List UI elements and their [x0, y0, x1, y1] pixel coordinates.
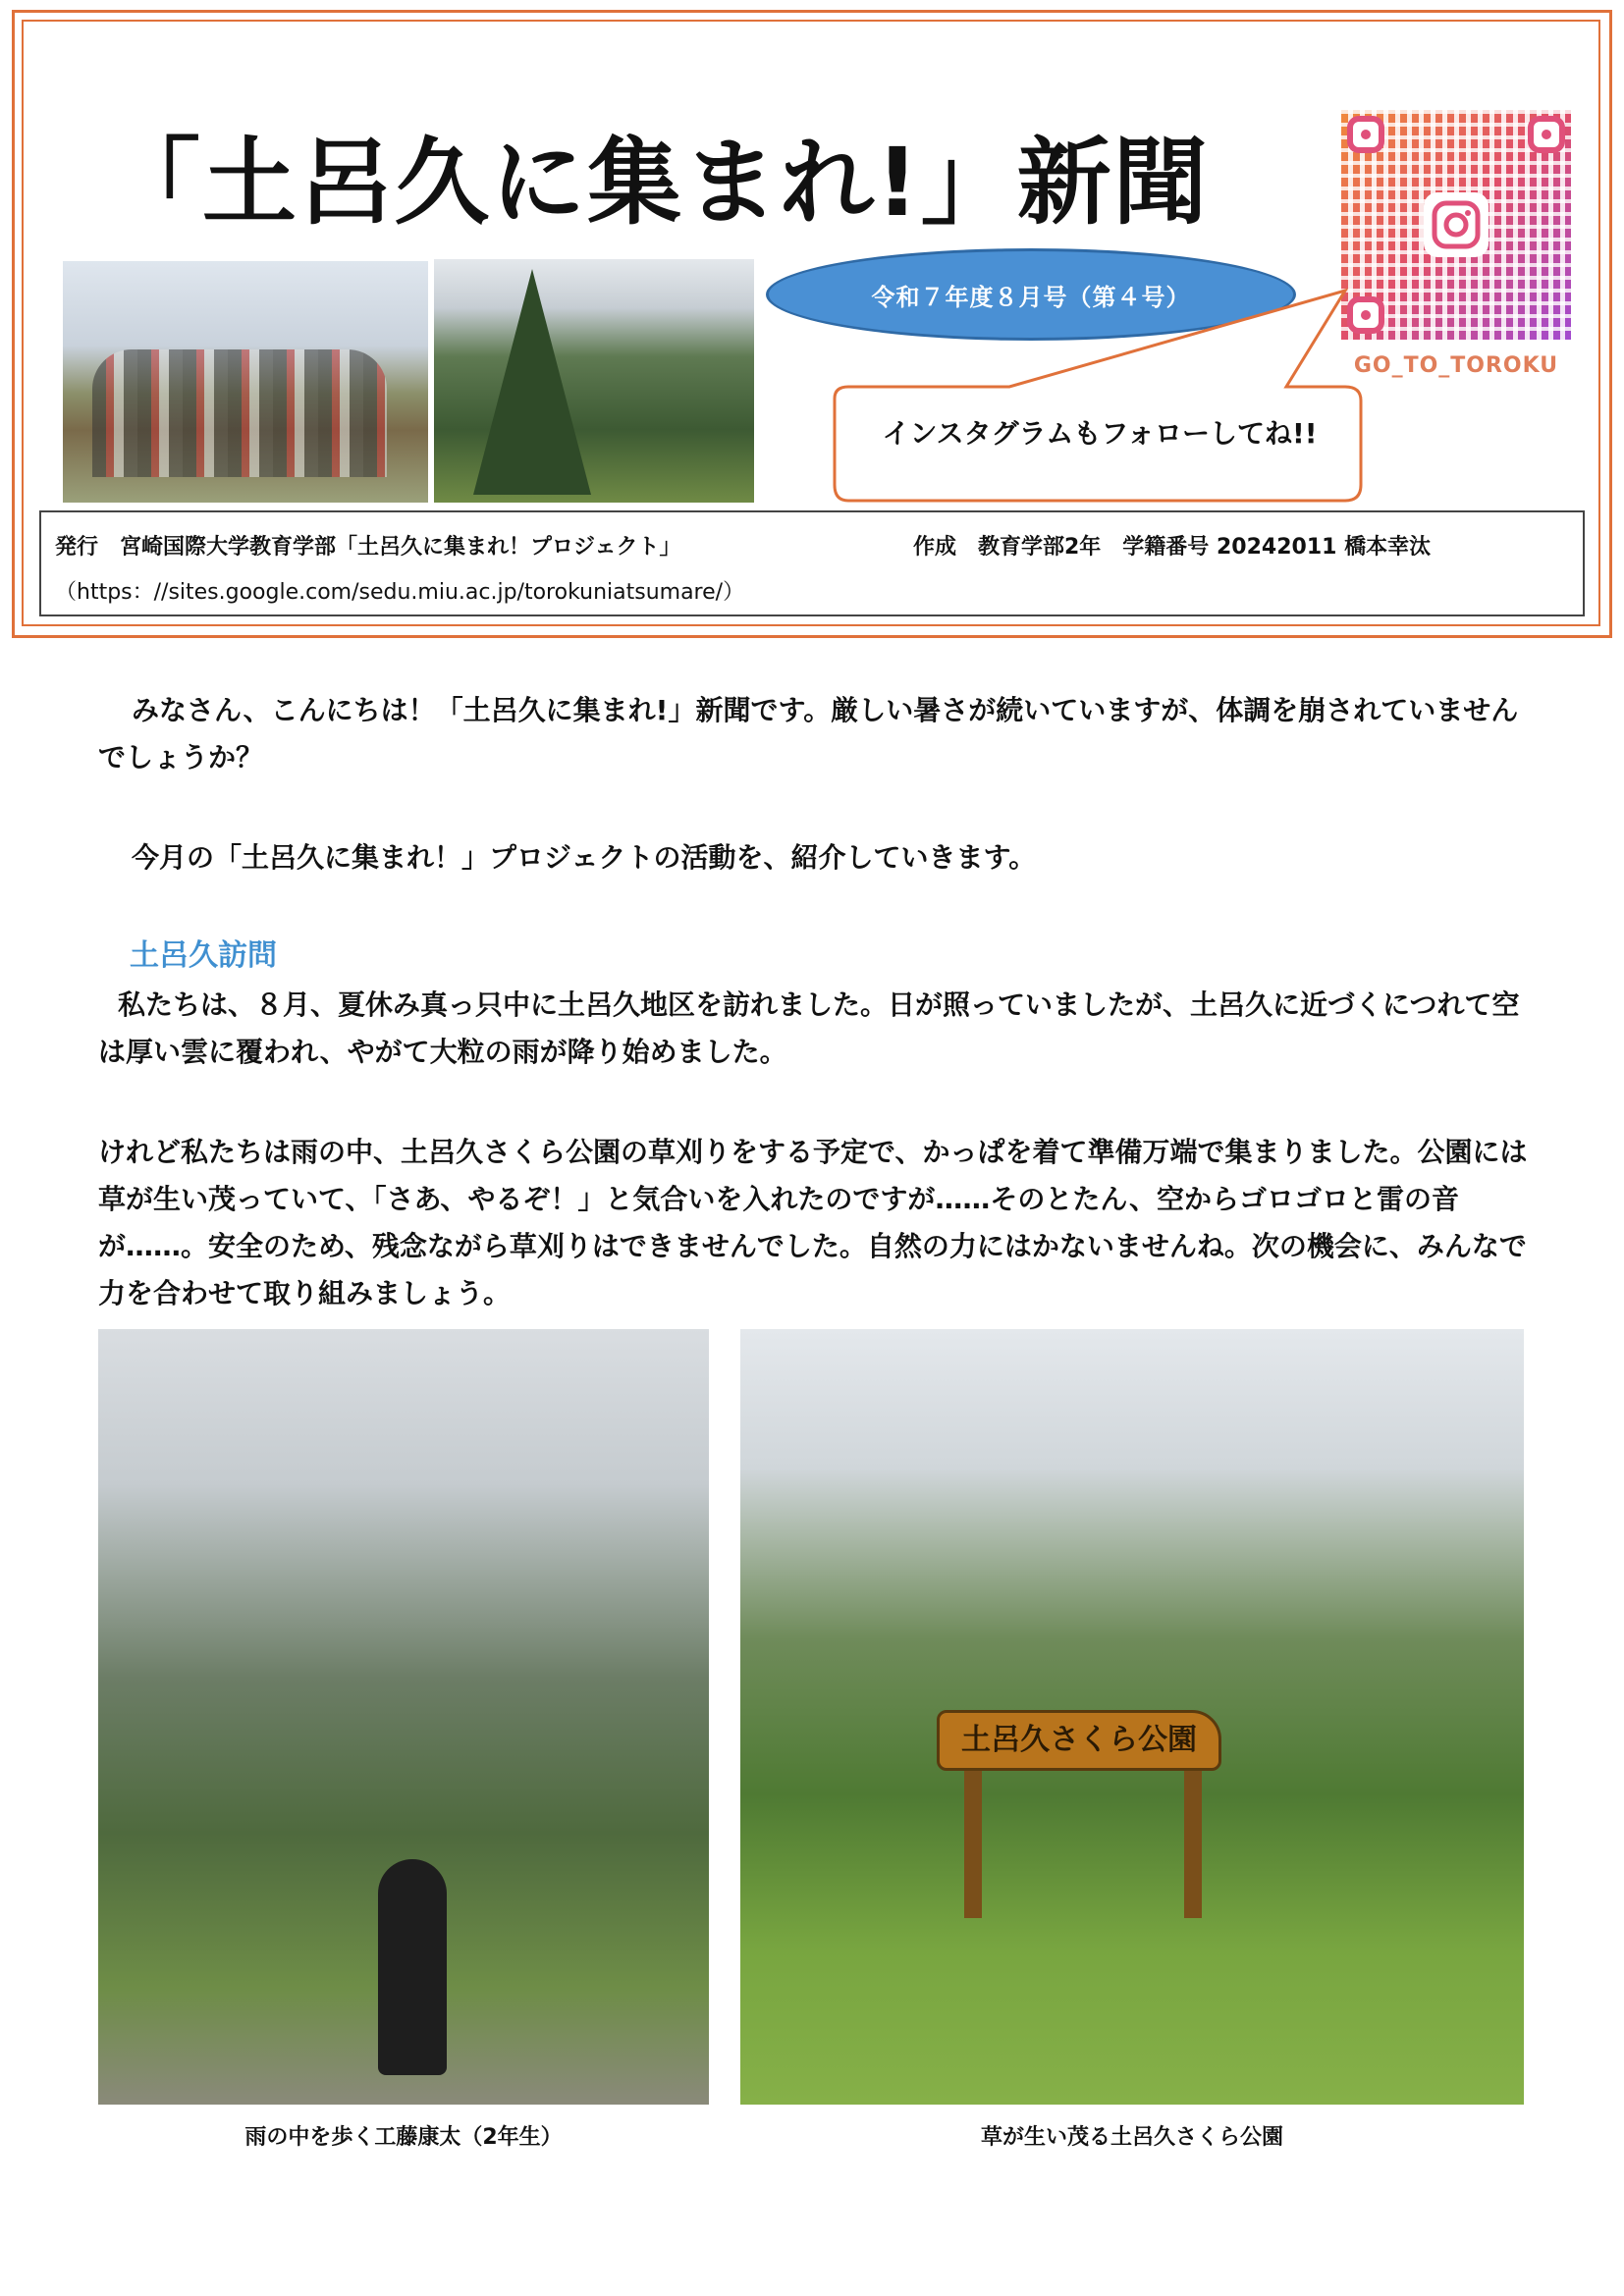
intro-paragraph-2: 今月の「土呂久に集まれ！」プロジェクトの活動を、紹介していきます。 [132, 841, 1037, 874]
publisher-info [39, 510, 1585, 616]
speech-bubble [815, 283, 1384, 508]
qr-corner-icon [1528, 116, 1565, 153]
sign-post [1184, 1761, 1202, 1918]
section-heading: 土呂久訪問 [130, 938, 277, 973]
author-text: 作成 教育学部2年 学籍番号 20242011 橋本幸汰 [913, 535, 1432, 560]
newspaper-title: 「土呂久に集まれ!」新聞 [106, 128, 1210, 238]
rain-walk-photo [98, 1329, 709, 2105]
section-paragraph-2: けれど私たちは雨の中、土呂久さくら公園の草刈りをする予定で、かっぱを着て準備万端で集まりました。公園には草が生い茂っていて、「さあ、やるぞ！」と気合いを入れたのですが……そのとたん、空からゴロゴロと雷の音が……。安全のため、残念ながら草刈りはできませんでした。自然の力にはかないませんね。次の機会に、みんなで力を合わせて取り組みましょう。 [98, 1136, 1528, 1309]
instagram-prompt: インスタグラムもフォローしてね!! [882, 417, 1318, 450]
instagram-icon [1424, 192, 1489, 257]
mountain-photo [434, 259, 754, 503]
cedar-tree [473, 269, 591, 495]
project-url[interactable]: （https：//sites.google.com/sedu.miu.ac.jp/torokuniatsumare/） [55, 580, 745, 605]
section-paragraph-1: 私たちは、８月、夏休み真っ只中に土呂久地区を訪れました。日が照っていましたが、土呂久に近づくにつれて空は厚い雲に覆われ、やがて大粒の雨が降り始めました。 [98, 988, 1520, 1068]
sakura-park-photo [740, 1329, 1524, 2105]
walking-person [378, 1859, 447, 2075]
caption-left: 雨の中を歩く工藤康太（2年生） [244, 2125, 563, 2150]
caption-right: 草が生い茂る土呂久さくら公園 [980, 2125, 1283, 2150]
publisher-text: 発行 宮崎国際大学教育学部「土呂久に集まれ！プロジェクト」 [55, 535, 681, 560]
sign-post [964, 1761, 982, 1918]
instagram-handle: GO_TO_TOROKU [1353, 353, 1559, 378]
group-photo [63, 261, 428, 503]
group-people [92, 349, 387, 477]
issue-text: 令和７年度８月号（第４号） [871, 283, 1191, 311]
qr-corner-icon [1347, 116, 1384, 153]
intro-paragraph: みなさん、こんにちは！「土呂久に集まれ!」新聞です。厳しい暑さが続いていますが、体調を崩されていませんでしょうか？ [98, 694, 1519, 774]
park-sign-text: 土呂久さくら公園 [961, 1723, 1197, 1757]
park-sign [937, 1710, 1221, 1771]
